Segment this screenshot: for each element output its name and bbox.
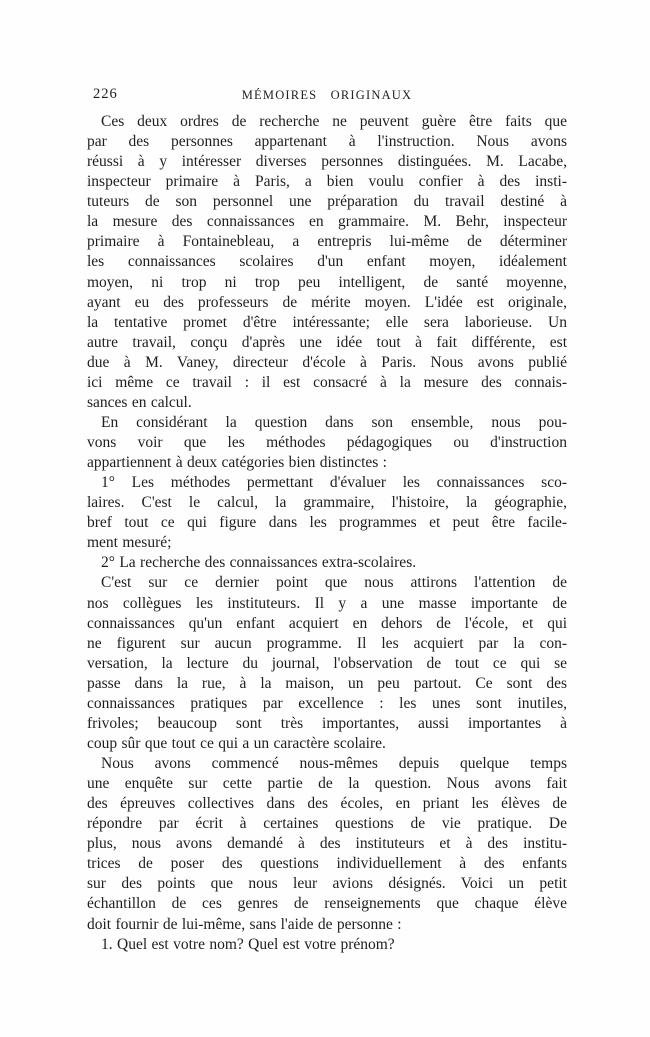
text-line: 1. Quel est votre nom? Quel est votre prénom? [101,935,395,953]
text-line: échantillon de ces genres de renseignements que chaque élève [87,895,567,913]
text-line: En considérant la question dans son ensemble, nous pou- [101,413,567,431]
text-line: nos collègues les instituteurs. Il y a une masse importante de [87,594,567,612]
text-line: autre travail, conçu d'après une idée tout à fait différente, est [87,333,567,351]
text-line: ne figurent sur aucun programme. Il les acquiert par la con- [87,634,567,652]
page-number: 226 [93,86,118,102]
text-line: tuteurs de son personnel une préparation du travail destiné à [87,193,567,211]
running-title: MÉMOIRES ORIGINAUX [241,88,413,102]
text-line: 1° Les méthodes permettant d'évaluer les connaissances sco- [101,474,567,492]
text-line: ici même ce travail : il est consacré à la mesure des connais- [87,373,567,391]
text-line: la tentative promet d'être intéressante; elle sera laborieuse. Un [87,313,567,331]
text-line: laires. C'est le calcul, la grammaire, l'histoire, la géographie, [87,494,567,512]
text-line: passe dans la rue, à la maison, un peu partout. Ce sont des [87,674,567,692]
text-line: 2° La recherche des connaissances extra-scolaires. [101,554,417,572]
text-line: frivoles; beaucoup sont très importantes, aussi importantes à [87,714,567,732]
text-line: connaissances pratiques par excellence : les unes sont inutiles, [87,694,567,712]
text-line: réussi à y intéresser diverses personnes distinguées. M. Lacabe, [87,153,567,171]
text-line: Ces deux ordres de recherche ne peuvent guère être faits que [101,113,567,130]
text-line: ayant eu des professeurs de mérite moyen. L'idée est originale, [87,293,567,311]
text-line: coup sûr que tout ce qui a un caractère scolaire. [87,734,386,752]
text-block [87,112,567,955]
text-line: connaissances qu'un enfant acquiert en dehors de l'école, et qui [87,614,567,632]
paragraph [87,473,567,553]
text-line: doit fournir de lui-même, sans l'aide de personne : [87,915,402,933]
text-line: sur des points que nous leur avions désignés. Voici un petit [87,875,567,893]
text-line: les connaissances scolaires d'un enfant moyen, idéalement [87,253,567,271]
text-line: Nous avons commencé nous-mêmes depuis quelque temps [101,755,567,772]
running-header [87,86,567,105]
text-line: due à M. Vaney, directeur d'école à Paris. Nous avons publié [87,353,567,371]
text-line: appartiennent à deux catégories bien distinctes : [87,454,387,472]
text-line: primaire à Fontainebleau, a entrepris lui-même de déterminer [87,233,567,251]
paragraph [87,413,567,473]
paragraph [87,754,567,935]
text-line: la mesure des connaissances en grammaire. M. Behr, inspecteur [87,213,567,231]
text-line: trices de poser des questions individuellement à des enfants [87,855,567,873]
text-line: moyen, ni trop ni trop peu intelligent, de santé moyenne, [87,273,567,291]
text-line: vons voir que les méthodes pédagogiques ou d'instruction [87,434,567,451]
text-line: C'est sur ce dernier point que nous attirons l'attention de [101,574,567,592]
text-line: inspecteur primaire à Paris, a bien voulu confier à des insti- [87,173,567,191]
paragraph [87,112,567,413]
paragraph [87,935,567,955]
text-line: bref tout ce qui figure dans les programmes et peut être facile- [87,514,567,532]
paragraph [87,553,567,573]
text-line: plus, nous avons demandé à des instituteurs et à des institu- [87,835,567,853]
text-line: versation, la lecture du journal, l'observation de tout ce qui se [87,654,567,672]
text-line: des épreuves collectives dans des écoles, en priant les élèves de [87,795,567,813]
text-line: sances en calcul. [87,393,192,411]
text-line: par des personnes appartenant à l'instruction. Nous avons [87,133,567,151]
text-line: répondre par écrit à certaines questions de vie pratique. De [87,815,567,833]
text-line: une enquête sur cette partie de la question. Nous avons fait [87,775,567,793]
text-line: ment mesuré; [87,534,172,552]
paragraph [87,573,567,754]
